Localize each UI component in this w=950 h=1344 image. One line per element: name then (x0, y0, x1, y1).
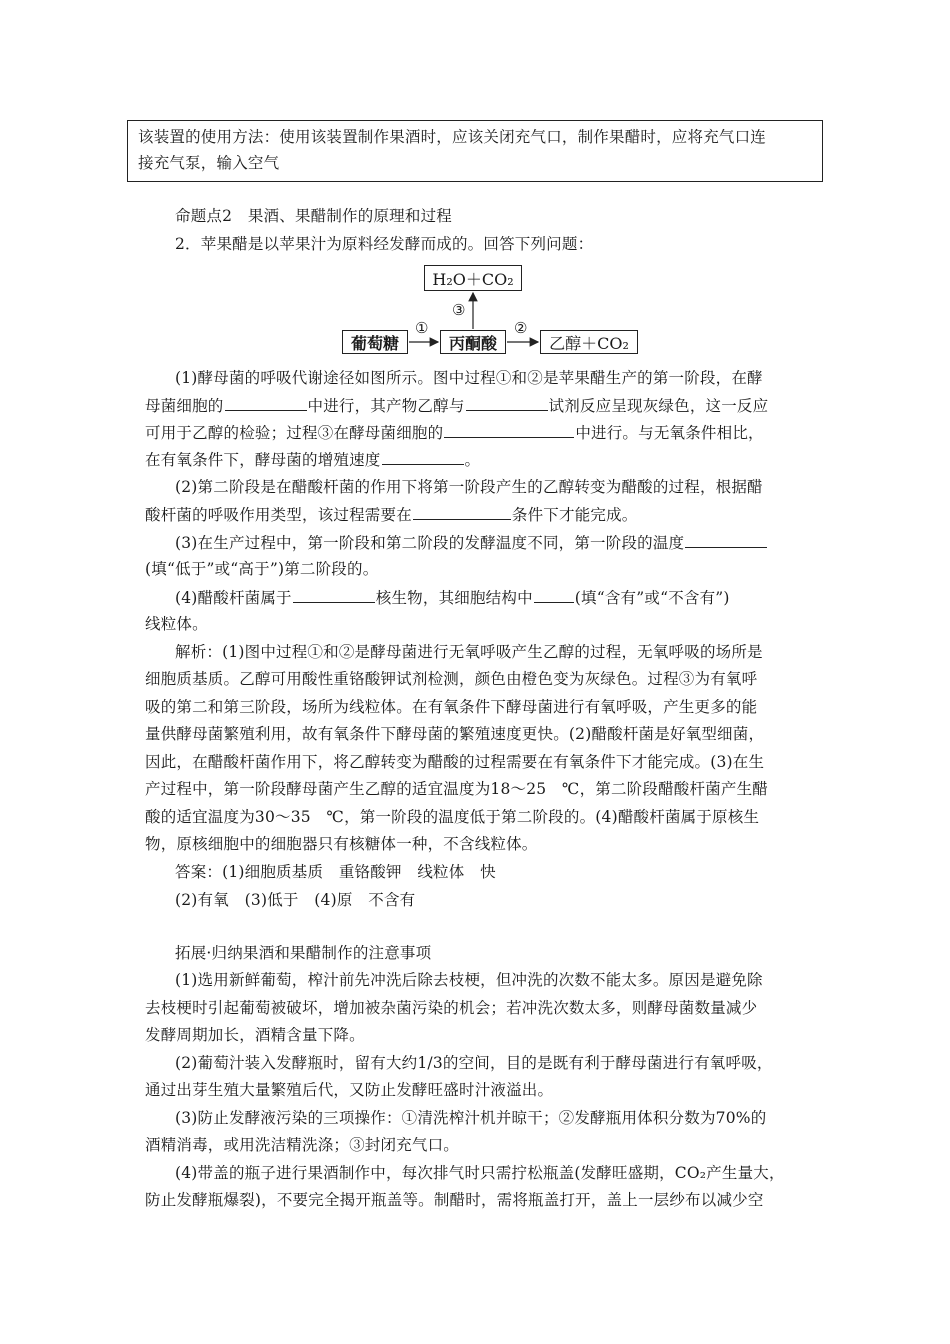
q2-line-a: (2)第二阶段是在醋酸杆菌的作用下将第一阶段产生的乙醇转变为醋酸的过程，根据醋 (175, 478, 763, 496)
extension-line: 酒精消毒，或用洗洁精洗涤；③封闭充气口。 (145, 1136, 460, 1154)
q1-line-a: (1)酵母菌的呼吸代谢途径如图所示。图中过程①和②是苹果醋生产的第一阶段，在酵 (175, 369, 763, 387)
blank-7[interactable] (293, 587, 375, 603)
extension-line: 发酵周期加长，酒精含量下降。 (145, 1026, 365, 1044)
analysis-line: 细胞质基质。乙醇可用酸性重铬酸钾试剂检测，颜色由橙色变为灰绿色。过程③为有氧呼 (145, 670, 758, 688)
answer-line-1: 答案：(1)细胞质基质 重铬酸钾 线粒体 快 (175, 863, 496, 881)
extension-line: (4)带盖的瓶子进行果酒制作中，每次排气时只需拧松瓶盖(发酵旺盛期，CO₂产生量大， (175, 1164, 785, 1182)
analysis-line: 物，原核细胞中的细胞器只有核糖体一种，不含线粒体。 (145, 835, 538, 853)
extension-line: (3)防止发酵液污染的三项操作：①清洗榨汁机并晾干；②发酵瓶用体积分数为70%的 (175, 1109, 767, 1127)
blank-6[interactable] (685, 532, 767, 548)
q2-b2: 条件下才能完成。 (511, 506, 638, 524)
q1-d1: 在有氧条件下，酵母菌的增殖速度 (145, 451, 381, 469)
step-3-label: ③ (452, 301, 466, 319)
q3-line-a (175, 532, 768, 553)
extension-line: 通过出芽生殖大量繁殖后代，又防止发酵旺盛时汁液溢出。 (145, 1081, 554, 1099)
note-line-2: 接充气泵，输入空气 (138, 154, 280, 172)
q1-b2: 中进行，其产物乙醇与 (307, 397, 465, 415)
analysis-line: 因此，在醋酸杆菌作用下，将乙醇转变为醋酸的过程需要在有氧条件下才能完成。(3)在生 (145, 753, 765, 771)
step-2-label: ② (514, 319, 528, 337)
q1-c2: 中进行。与无氧条件相比， (575, 424, 764, 442)
extension-line: (2)葡萄汁装入发酵瓶时，留有大约1/3的空间，目的是既有利于酵母菌进行有氧呼吸， (175, 1054, 773, 1072)
analysis-line: 量供酵母菌繁殖利用，故有氧条件下酵母菌的繁殖速度更快。(2)醋酸杆菌是好氧型细菌， (145, 725, 765, 743)
q1-line-c (145, 422, 764, 443)
section-heading: 命题点2 果酒、果醋制作的原理和过程 (175, 207, 452, 225)
analysis-line: 产过程中，第一阶段酵母菌产生乙醇的适宜温度为18～25 ℃，第二阶段醋酸杆菌产生醋 (145, 780, 768, 798)
analysis-line: 酸的适宜温度为30～35 ℃，第一阶段的温度低于第二阶段的。(4)醋酸杆菌属于原核生 (145, 808, 760, 826)
q4-line-b: 线粒体。 (145, 615, 208, 633)
note-line-1: 该装置的使用方法：使用该装置制作果酒时，应该关闭充气口，制作果醋时，应将充气口连 (138, 128, 767, 146)
q4-a3: (填“含有”或“不含有”) (574, 589, 730, 607)
extension-line: 去枝梗时引起葡萄被破坏，增加被杂菌污染的机会；若冲洗次数太多，则酵母菌数量减少 (145, 999, 758, 1017)
diagram-arrows (0, 0, 950, 400)
q1-b3: 试剂反应呈现灰绿色，这一反应 (548, 397, 769, 415)
question-intro: 2．苹果醋是以苹果汁为原料经发酵而成的。回答下列问题： (175, 235, 594, 253)
q3-line-b: (填“低于”或“高于”)第二阶段的。 (145, 560, 379, 578)
blank-1[interactable] (225, 395, 307, 411)
diagram-node-ethanol-label: 乙醇＋CO₂ (549, 333, 629, 353)
answer-line-2: (2)有氧 (3)低于 (4)原 不含有 (175, 891, 416, 909)
extension-title: 拓展·归纳果酒和果醋制作的注意事项 (175, 944, 432, 962)
q1-c1: 可用于乙醇的检验；过程③在酵母菌细胞的 (145, 424, 444, 442)
q1-line-d (145, 449, 480, 470)
q1-line-b (145, 395, 768, 416)
extension-line: (1)选用新鲜葡萄，榨汁前先冲洗后除去枝梗，但冲洗的次数不能太多。原因是避免除 (175, 971, 763, 989)
blank-5[interactable] (413, 504, 511, 520)
q2-line-b (145, 504, 638, 525)
diagram-node-glucose-label: 葡萄糖 (350, 333, 399, 353)
q1-d2: 。 (464, 451, 481, 469)
blank-8[interactable] (534, 587, 574, 603)
blank-2[interactable] (466, 395, 548, 411)
q1-b1: 母菌细胞的 (145, 397, 224, 415)
q4-a2: 核生物，其细胞结构中 (375, 589, 533, 607)
diagram-product-label: H₂O＋CO₂ (432, 269, 514, 289)
q3-a: (3)在生产过程中，第一阶段和第二阶段的发酵温度不同，第一阶段的温度 (175, 534, 685, 552)
extension-line: 防止发酵瓶爆裂)，不要完全揭开瓶盖等。制醋时，需将瓶盖打开，盖上一层纱布以减少空 (145, 1191, 764, 1209)
blank-4[interactable] (382, 449, 464, 465)
q2-b1: 酸杆菌的呼吸作用类型，该过程需要在 (145, 506, 412, 524)
q4-line-a (175, 587, 730, 608)
diagram-node-pyruvate-label: 丙酮酸 (448, 333, 497, 353)
analysis-line: 解析：(1)图中过程①和②是酵母菌进行无氧呼吸产生乙醇的过程，无氧呼吸的场所是 (175, 643, 763, 661)
q4-a1: (4)醋酸杆菌属于 (175, 589, 292, 607)
analysis-line: 吸的第二和第三阶段，场所为线粒体。在有氧条件下酵母菌进行有氧呼吸，产生更多的能 (145, 698, 758, 716)
step-1-label: ① (415, 319, 429, 337)
blank-3[interactable] (444, 422, 574, 438)
